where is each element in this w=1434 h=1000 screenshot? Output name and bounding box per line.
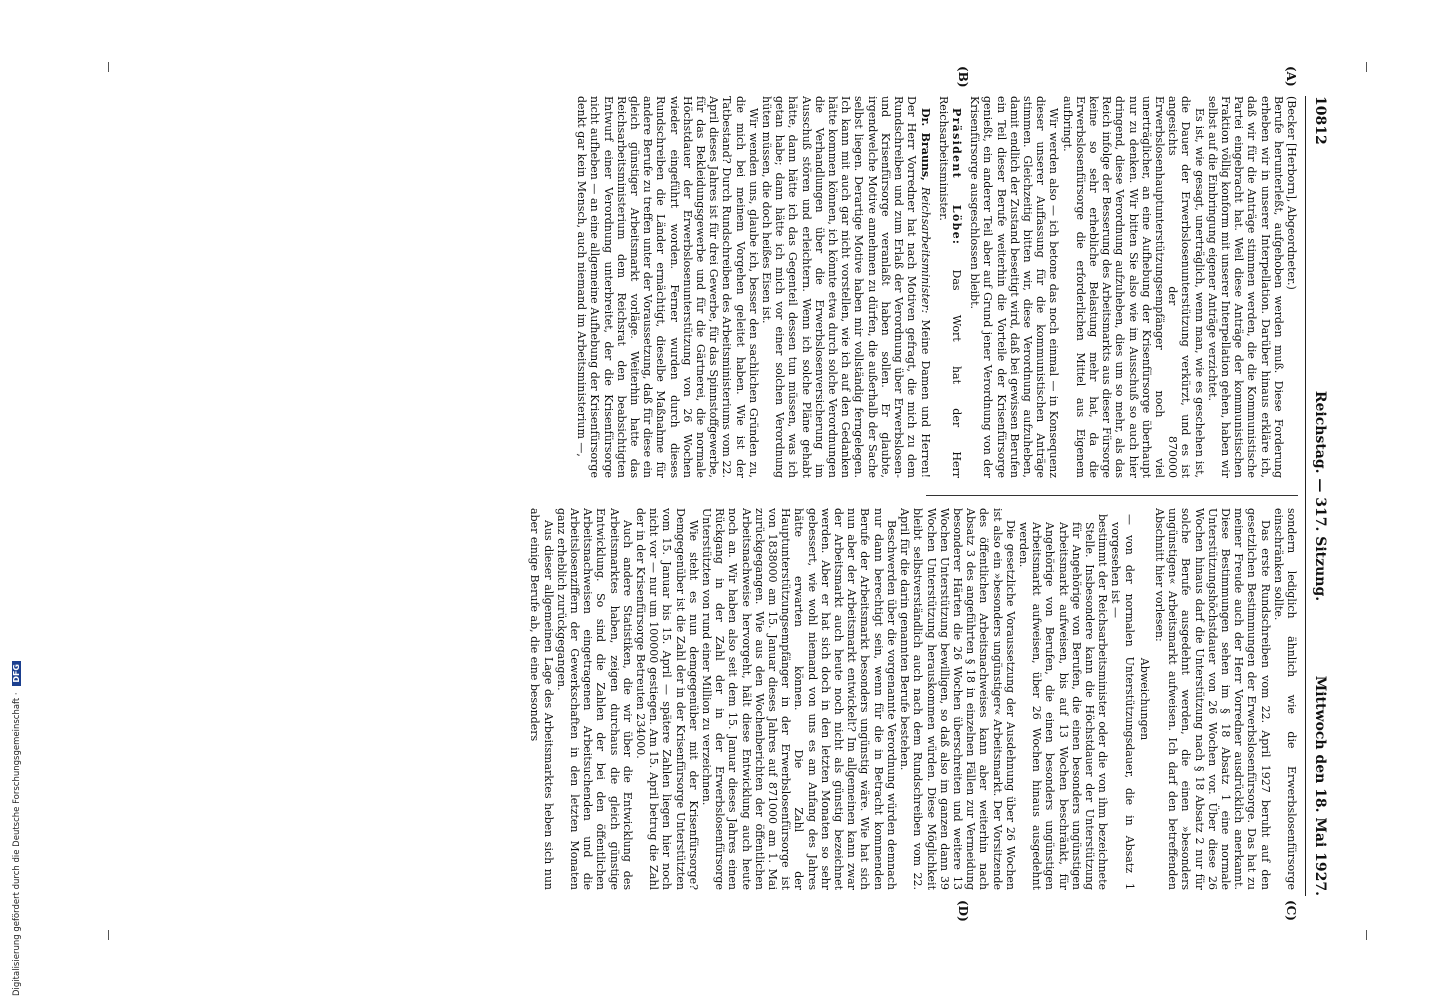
minister-statement [760,96,932,478]
speaker-label: (Becker [Herborn], Abgeordneter.) [1285,96,1298,290]
page-number: 10812 [1312,96,1328,145]
minister-name: Dr. Brauns, [918,108,932,181]
crop-mark [108,62,109,72]
margin-mark-c: (C) [1284,900,1298,921]
paragraph: Die gesetzliche Voraussetzung der Ausdehnung über 26 Wochen ist also ein »besonders ungünstiger« Arbeitsmarkt. Der Vorsitzende des öffentlichen Arbeitsnachweises kann aber weiterhin nach Absatz 3 des angeführten § 18 in einzelnen Fällen zur Vermeidung besonderer Härten die 26 Wochen überschreiten und weitere 13 Wochen Unterstützung bewilligen, so daß also im ganzen dann 39 Wochen Unterstützung herauskommen würden. Diese Möglichkeit bleibt selbstverständlich auch nach dem Rundschreiben vom 22. April für die darin genannten Berufe bestehen. [898,508,1017,890]
column-divider [926,495,1298,496]
paragraph: Beschwerden über die vorgenannte Verordnung würden demnach nur dann berechtigt sein, wenn für die in Betracht kommenden Berufe der Arbeitsmarkt besonders ungünstig wäre. Wie hat sich nun aber der Arbeitsmarkt entwickelt? Im allgemeinen kann zwar der Arbeitsmarkt auch heute noch nicht als günstig bezeichnet werden. Aber er hat sich doch in den letzten Monaten so sehr gebessert, wie wohl niemand von uns es am Anfang des Jahres hätte erwarten können. Die Zahl der Hauptunterstützungsempfänger in der Erwerbslosenfürsorge ist von 1838000 am 15. Januar dieses Jahres auf 871000 am 1. Mai zurückgegangen. Wie aus den Wochenberichten der öffentlichen Arbeitsnachweise hervorgeht, hält diese Entwicklung auch heute noch an. Wir haben also seit dem 15. Januar dieses Jahres einen Rückgang in der Zahl der in der Erwerbslosenfürsorge Unterstützten von rund einer Million zu verzeichnen. [700,508,898,890]
quote-title: Abweichungen [1137,657,1151,741]
crop-mark [1366,930,1367,940]
paragraph: Wir werden also — ich betone das noch einmal — in Konsequenz dieser unserer Auffassung für die kommunistischen Anträge stimmen. Gleichzeitig bitten wir, diese Verordnung aufzuheben, damit endlich der Zustand beseitigt wird, daß bei gewissen Berufen ein Teil dieser Berufe weiterhin die Vorteile der Krisenfürsorge genießt, ein anderer Teil aber auf Grund jener Verordnung von der Krisenfürsorge ausgeschlossen bleibt. [968,96,1061,478]
margin-mark-b: (B) [956,66,970,88]
president-name: Präsident Löbe: [949,108,963,246]
dfg-logo: DFG [12,661,21,686]
paragraph: Meine Damen und Herren! Der Herr Vorredner hat nach Motiven gefragt, die mich zu dem Rundschreiben und zum Erlaß der Verordnung über Erwerbslosen- und Krisenfürsorge veranlaßt haben sollen. Er glaubte, irgendwelche Motive annehmen zu dürfen, die außerhalb der Sache selbst liegen. Derartige Motive haben mir vollständig ferngelegen. Ich kann mit auch gar nicht vorstellen, wie ich auf den Gedanken hätte kommen können, ich könnte etwa durch solche Verordnungen die Verhandlungen über die Erwerbslosenversicherung im Ausschuß stören und erleichtern. Wenn ich solche Pläne gehabt hätte, dann hätte ich das Gegenteil dessen tun müssen, was ich getan habe; dann hätte ich mich vor einer solchen Verordnung hüten müssen, die doch heißes Eisen ist. [760,96,932,479]
page-header [1305,96,1330,896]
quote-line: bestimmt der Reichsarbeitsminister oder die von ihm bezeichnete Stelle. Insbesondere kann die Höchstdauer der Unterstützung für Angehörige von Berufen, die einen besonders ungünstigen Arbeitsmarkt aufweisen, bis auf 13 Wochen beschränkt, für Angehörige von Berufen, die einen besonders ungünstigen Arbeitsmarkt aufweisen, über 26 Wochen hinaus ausgedehnt werden. [1016,514,1110,890]
president-statement [937,96,963,478]
crop-mark [108,930,109,940]
session-title: Reichstag. — 317. Sitzung. [1312,390,1328,602]
digitization-note: Digitalisierung gefördert durch die Deutsche Forschungsgemeinschaft · DFG [0,0,18,1000]
paragraph: Wie steht es nun demgegenüber mit der Krisenfürsorge? Demgegenüber ist die Zahl der in der Krisenfürsorge Unterstützten vom 15. Januar bis 15. April — spätere Zahlen liegen hier noch nicht vor — nur um 100000 gestiegen. Am 15. April betrug die Zahl der in der Krisenfürsorge Betreuten 234000. [634,508,700,890]
paragraph: Auch andere Statistiken, die wir über die Entwicklung des Arbeitsmarktes haben, zeigen durchaus die gleich günstige Entwicklung. So sind die Zahlen der bei den öffentlichen Arbeitsnachweisen eingetragenen Arbeitsuchenden und die Arbeitslosenziffern der Gewerkschaften in den letzten Monaten ganz erheblich zurückgegangen. [554,508,634,890]
paragraph: Das erste Rundschreiben vom 22. April 1927 beruht auf den gesetzlichen Bestimmungen der Erwerbslosenfürsorge. Das hat zu meiner Freude auch der Herr Vorredner ausdrücklich anerkannt. Diese Bestimmungen sehen im § 18 Absatz 1 eine normale Unterstützungshöchstdauer von 26 Wochen vor. Über diese 26 Wochen hinaus darf die Unterstützung nach § 18 Absatz 2 nur für solche Berufe ausgedehnt werden, die einen »besonders ungünstigen« Arbeitsmarkt aufweisen. Ich darf den betreffenden Abschnitt hier vorlesen: [1152,508,1272,890]
paragraph: Es ist, wie gesagt, unerträglich, wenn man, wie es geschehen ist, die Dauer der Erwerbslosenunterstützung verkürzt, und es ist angesichts der 870000 Erwerbslosenhauptunterstützungsempfänger noch viel unerträglicher, an eine Aufhebung der Krisenfürsorge überhaupt nur zu denken. Wir bitten Sie also wie im Ausschuß so auch hier dringend, diese Verordnung aufzuheben, dies um so mehr, als das Reich infolge der Besserung des Arbeitsmarkts aus dieser Fürsorge keine so sehr erhebliche Belastung mehr hat, da die Erwerbslosenfürsorge die erforderlichen Mittel aus Eigenem aufbringt. [1060,96,1206,478]
left-column [575,96,1298,478]
margin-mark-a: (A) [1284,66,1298,87]
paragraph: Berufe herunterleßt, aufgehoben werden muß. Diese Forderung erheben wir in unserer Interpellation. Darüber hinaus erkläre ich, daß wir für die Anträge stimmen werden, die die Kommunistische Partei eingebracht hat. Weil diese Anträge der kommunistischen Fraktion völlig konform mit unserer Interpellation gehen, haben wir selbst auf die Einbringung eigener Anträge verzichtet. [1205,96,1285,478]
paragraph: Wir wenden uns, glaube ich, besser den sachlichen Gründen zu, die mich bei meinem Vorgehen geleitet haben. Wie ist der Tatbestand? Durch Rundschreiben des Arbeitsministeriums vom 22. April dieses Jahres ist für drei Gewerbe, für das Spinnstoffgewerbe, für das Bekleidungsgewerbe und für die Gärtnerei, die normale Höchstdauer der Erwerbslosenunterstützung von 26 Wochen wieder eingeführt worden. Ferner wurden durch dieses Rundschreiben die Länder ermächtigt, dieselbe Maßnahme für andere Berufe zu treffen unter der Voraussetzung, daß für diese ein gleich günstiger Arbeitsmarkt vorläge. Weiterhin hatte das Reichsarbeitsministerium dem Reichsrat den beabsichtigten Entwurf einer Verordnung unterbreitet, der die Krisenfürsorge nicht aufheben — an eine allgemeine Aufhebung der Krisenfürsorge denkt gar kein Mensch, auch niemand im Arbeitsministerium —, [575,96,760,478]
paragraph: sondern lediglich ähnlich wie die Erwerbslosenfürsorge einschränken sollte. [1271,508,1298,890]
paragraph: Aus dieser allgemeinen Lage des Arbeitsmarktes heben sich nun aber einige Berufe ab, die eine besonders [528,508,555,890]
right-column [528,508,1298,890]
digitization-text: Digitalisierung gefördert durch die Deutsche Forschungsgemeinschaft [12,697,22,996]
president-text: Das Wort hat der Herr Reichsarbeitsminister. [936,96,963,478]
rotated-page [120,66,1330,922]
margin-mark-d: (D) [956,900,970,922]
minister-title: Reichsarbeitsminister: [918,187,932,314]
session-date: Mittwoch den 18. Mai 1927. [1312,675,1328,896]
quote-line: — von der normalen Unterstützungsdauer, die in Absatz 1 vorgesehen ist — [1109,514,1136,890]
crop-mark [1366,62,1367,72]
